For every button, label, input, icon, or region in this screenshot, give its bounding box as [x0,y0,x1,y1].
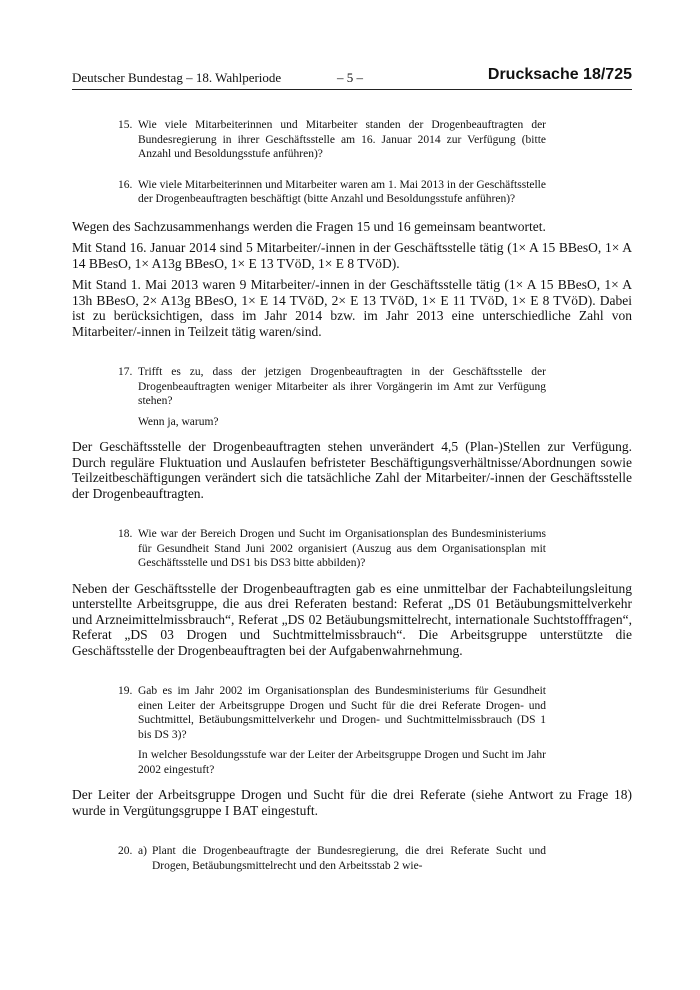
question-number: 20. [118,845,133,857]
document-label: Drucksache 18/ [487,66,606,83]
question-number: 15. [118,119,133,131]
answer-paragraph: Neben der Geschäftsstelle der Drogenbeauftragten gab es eine unmittelbar der Fachabteilungsleitung unterstellte Arbeitsgruppe, die aus drei Referaten bestand: Referat „DS 01 Betäubungsmittelverkehr und Arzneimittelmissbrauch“, Referat „DS 02 Betäubungsmittelrecht, internationale Suchtstofffragen“, Referat „DS 03 Drogen und Suchtmittelmissbrauch“. Die Arbeitsgruppe unterstützte die Geschäftsstelle der Drogenbeauftragten bei der Aufgabenwahrnehmung. [72,580,632,658]
question-19 [72,684,546,777]
question-text: Trifft es zu, dass der jetzigen Drogenbeauftragten in der Geschäftsstelle der Drogenbeauftragten weniger Mitarbeiter als ihrer Vorgängerin im Amt zur Verfügung stehen? [138,366,546,407]
question-text: Wie war der Bereich Drogen und Sucht im Organisationsplan des Bundesministeriums für Gesundheit Stand Juni 2002 organisiert (Auszug aus dem Organisationsplan mit Geschäftsstelle und DS1 bis DS3 bitte abbilden)? [138,528,546,569]
question-subtext: In welcher Besoldungsstufe war der Leiter der Arbeitsgruppe Drogen und Sucht im Jahr 2002 eingestuft? [138,749,546,776]
document-number: 725 [605,66,632,83]
page-number: – 5 – [337,70,363,85]
document-body [72,118,632,873]
question-number: 18. [118,528,133,540]
answer-paragraph: Der Leiter der Arbeitsgruppe Drogen und Sucht für die drei Referate (siehe Antwort zu Frage 18) wurde in Vergütungsgruppe I BAT eingestuft. [72,787,632,818]
answer-paragraph: Mit Stand 16. Januar 2014 sind 5 Mitarbeiter/-innen in der Geschäftsstelle tätig (1× A 15 BBesO, 1× A 14 BBesO, 1× A13g BBesO, 1× E 13 TVöD, 1× E 8 TVöD). [72,240,632,271]
page-header [72,66,632,88]
answer-paragraph: Mit Stand 1. Mai 2013 waren 9 Mitarbeiter/-innen in der Geschäftsstelle tätig (1× A 15 BBesO, 1× A 13h BBesO, 2× A13g BBesO, 1× E 14 TVöD, 2× E 13 TVöD, 1× E 11 TVöD, 1× E 8 TVöD). Dabei ist zu berücksichtigen, dass im Jahr 2014 bzw. im Jahr 2013 eine unterschiedliche Zahl von Mitarbeiter/-innen in Teilzeit tätig waren/sind. [72,277,632,339]
question-subtext: Wenn ja, warum? [138,415,219,428]
answer-paragraph: Der Geschäftsstelle der Drogenbeauftragten stehen unverändert 4,5 (Plan-)Stellen zur Verfügung. Durch reguläre Fluktuation und Auslaufen befristeter Beschäftigungsverhältnisse/Abordnungen sowie Teilzeitbeschäftigungen verändert sich die tatsächliche Zahl der Mitarbeiter/-innen der Geschäftsstelle der Drogenbeauftragten. [72,439,632,501]
question-text: Gab es im Jahr 2002 im Organisationsplan des Bundesministeriums für Gesundheit einen Leiter der Arbeitsgruppe Drogen und Sucht für die drei Referate Drogen- und Suchtmittel, Betäubungsmittelverkehr und Drogen- und Suchtmittelmissbrauch (DS 1 bis DS 3)? [138,685,546,741]
question-number: 19. [118,685,133,697]
question-number: 16. [118,178,133,191]
question-17 [72,365,546,429]
header-publisher: Deutscher Bundestag – 18. Wahlperiode [72,70,282,85]
question-20 [72,844,546,873]
question-text: Plant die Drogenbeauftragte der Bundesregierung, die drei Referate Sucht und Drogen, Betäubungsmittelrecht und den Arbeitsstab 2 wie- [152,845,546,872]
question-15 [72,118,546,162]
question-18 [72,527,546,571]
question-16 [72,178,546,207]
question-text: Wie viele Mitarbeiterinnen und Mitarbeiter standen der Drogenbeauftragten der Bundesregierung in ihrer Geschäftsstelle am 16. Januar 2014 zur Verfügung (bitte Anzahl und Besoldungsstufe anführen)? [138,119,546,160]
question-text: Wie viele Mitarbeiterinnen und Mitarbeiter waren am 1. Mai 2013 in der Geschäftsstelle der Drogenbeauftragten beschäftigt (bitte Anzahl und Besoldungsstufe anführen)? [138,178,546,205]
question-letter: a) [138,845,147,857]
document-id [488,66,632,84]
answer-paragraph: Wegen des Sachzusammenhangs werden die Fragen 15 und 16 gemeinsam beantwortet. [72,218,546,234]
header-rule [72,89,632,90]
question-number: 17. [118,366,133,378]
